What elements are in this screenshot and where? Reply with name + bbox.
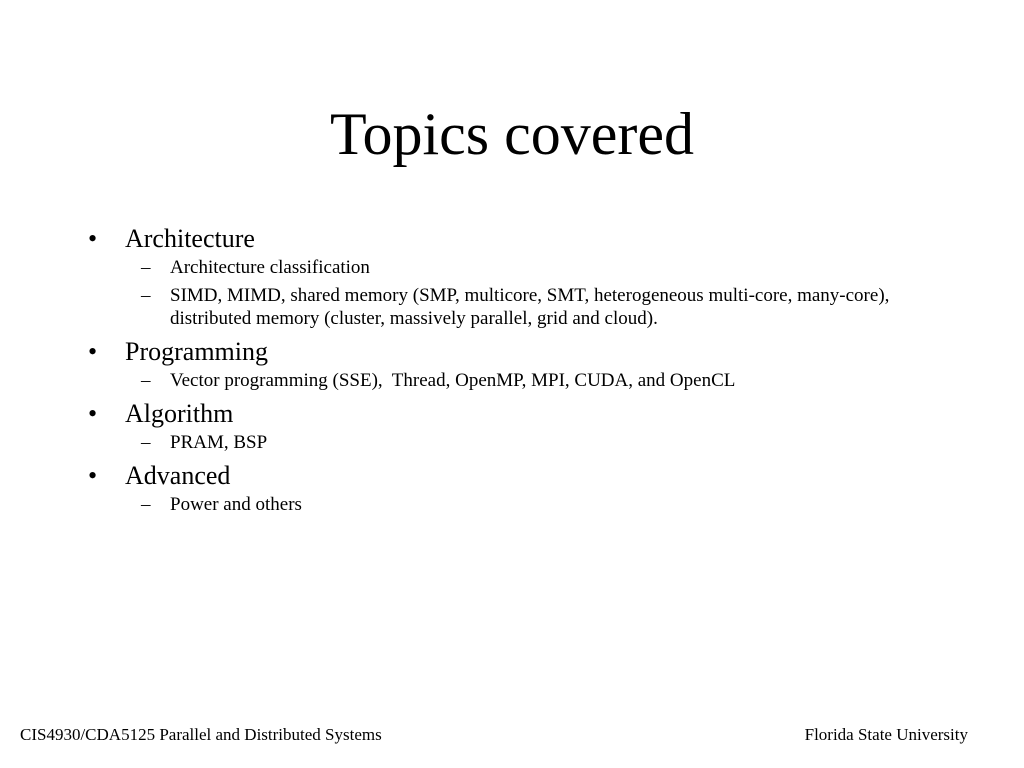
topic-programming bbox=[88, 335, 968, 392]
subtopic-item bbox=[125, 431, 968, 454]
topic-outline bbox=[88, 222, 968, 521]
dash-icon: – bbox=[141, 370, 151, 391]
subtopic-item bbox=[125, 493, 968, 516]
dash-icon: – bbox=[141, 285, 151, 306]
subtopic-list bbox=[125, 256, 968, 330]
subtopic-item bbox=[125, 284, 968, 330]
topic-architecture bbox=[88, 222, 968, 330]
topic-label: Algorithm bbox=[125, 399, 234, 428]
subtopic-text: Architecture classification bbox=[170, 257, 370, 278]
subtopic-text: Vector programming (SSE), Thread, OpenMP, MPI, CUDA, and OpenCL bbox=[170, 370, 736, 391]
subtopic-text: SIMD, MIMD, shared memory (SMP, multicore, SMT, heterogeneous multi-core, many-core), distributed memory (cluster, massively parallel, grid and cloud). bbox=[170, 285, 890, 329]
footer-institution: Florida State University bbox=[804, 725, 968, 744]
topic-label: Advanced bbox=[125, 461, 231, 490]
topic-label: Programming bbox=[125, 337, 268, 366]
subtopic-list bbox=[125, 493, 968, 516]
bullet-icon: • bbox=[88, 461, 98, 490]
subtopic-item bbox=[125, 256, 968, 279]
topic-advanced bbox=[88, 459, 968, 516]
subtopic-item bbox=[125, 369, 968, 392]
dash-icon: – bbox=[141, 494, 151, 515]
bullet-icon: • bbox=[88, 399, 98, 428]
subtopic-list bbox=[125, 369, 968, 392]
slide-title: Topics covered bbox=[330, 101, 694, 167]
dash-icon: – bbox=[141, 257, 151, 278]
bullet-icon: • bbox=[88, 224, 98, 253]
subtopic-text: Power and others bbox=[170, 494, 302, 515]
subtopic-text: PRAM, BSP bbox=[170, 432, 268, 453]
dash-icon: – bbox=[141, 432, 151, 453]
subtopic-list bbox=[125, 431, 968, 454]
topic-label: Architecture bbox=[125, 224, 255, 253]
bullet-icon: • bbox=[88, 337, 98, 366]
topic-algorithm bbox=[88, 397, 968, 454]
footer-course: CIS4930/CDA5125 Parallel and Distributed Systems bbox=[20, 725, 382, 744]
